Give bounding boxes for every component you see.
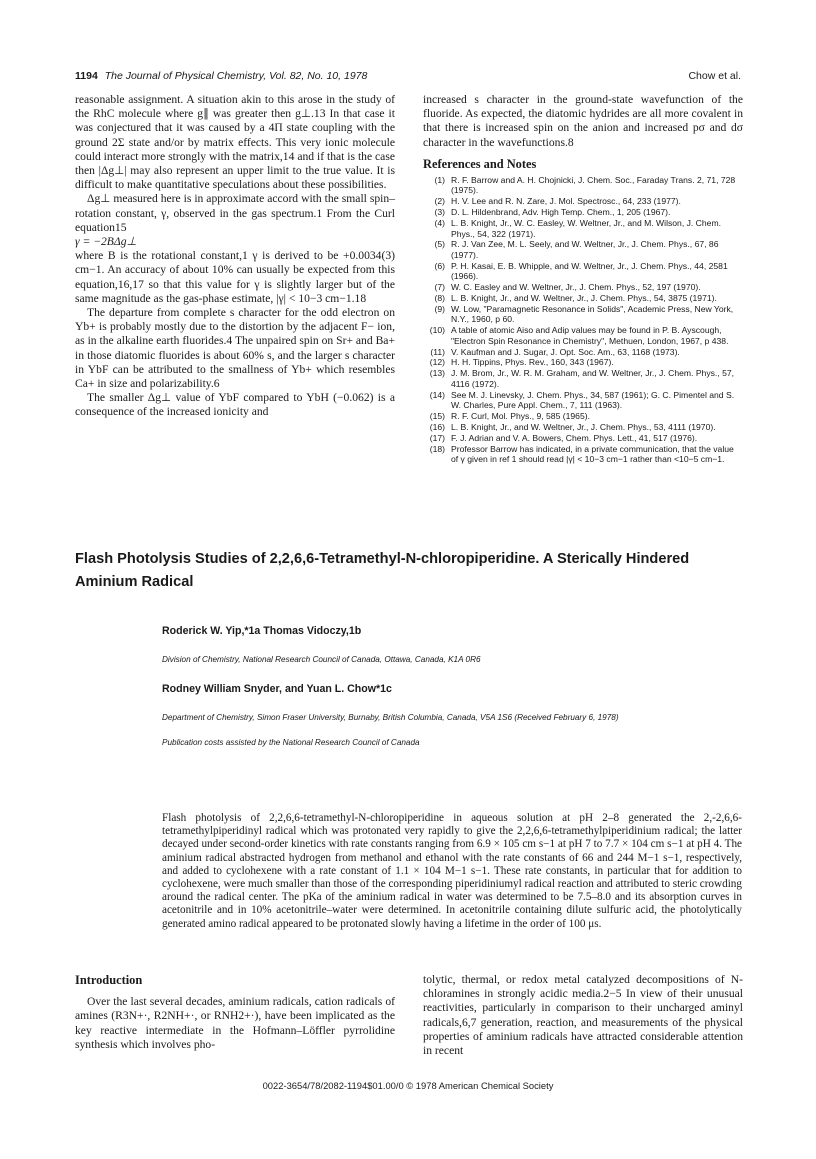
paragraph: Δg⊥ measured here is in approximate accord with the small spin–rotation constant, γ, observed in the gas spectrum.1 From the Curl equation15 [75, 192, 395, 234]
introduction-heading: Introduction [75, 973, 143, 987]
paragraph: where B is the rotational constant,1 γ is derived to be +0.0034(3) cm−1. An accuracy of about 10% can usually be expected from this equation,16,17 so that this value for γ is slightly larger but of the same magnitude as the gas-phase estimate, |γ| < 10−3 cm−1.18 [75, 249, 395, 305]
page-number: 1194 [75, 70, 98, 82]
paragraph: The smaller Δg⊥ value of YbF compared to YbH (−0.062) is a consequence of the increased ionicity and [75, 391, 395, 419]
reference-text: J. M. Brom, Jr., W. R. M. Graham, and W. Weltner, Jr., J. Chem. Phys., 57, 4116 (1972). [451, 368, 735, 389]
reference-text: Professor Barrow has indicated, in a private communication, that the value of γ given in ref 1 should read |γ| < 10−3 cm−1 rather than <10−5 cm−1. [451, 443, 734, 465]
intro-right-column [423, 973, 743, 1058]
reference-text: L. B. Knight, Jr., and W. Weltner, Jr., J. Chem. Phys., 53, 4111 (1970). [451, 421, 716, 432]
reference-number: (8) [434, 292, 445, 303]
reference-number: (5) [434, 239, 445, 250]
reference-text: See M. J. Linevsky, J. Chem. Phys., 34, 587 (1961); G. C. Pimentel and S. W. Charles, Pure Appl. Chem., 7, 111 (1963). [451, 389, 735, 411]
reference-item [423, 218, 743, 239]
reference-text: L. B. Knight, Jr., and W. Weltner, Jr., J. Chem. Phys., 54, 3875 (1971). [451, 292, 717, 303]
reference-text: R. F. Barrow and A. H. Chojnicki, J. Chem. Soc., Faraday Trans. 2, 71, 728 (1975). [451, 175, 736, 196]
author-line-1: Roderick W. Yip,*1a Thomas Vidoczy,1b [162, 625, 362, 637]
reference-item [423, 347, 743, 357]
intro-left-column [75, 973, 395, 1052]
paragraph: tolytic, thermal, or redox metal catalyzed decompositions of N-chloramines in strongly acidic media.2−5 In view of their unusual reactivities, particularly in comparison to their uncharged aminyl radicals,6,7 generation, reaction, and measurements of the physical properties of aminium radicals have attracted considerable attention in recent [423, 973, 743, 1058]
reference-number: (6) [434, 260, 445, 271]
reference-item [423, 444, 743, 465]
reference-item [423, 207, 743, 217]
reference-text: W. Low, "Paramagnetic Resonance in Solids", Academic Press, New York, N.Y., 1960, p 60. [451, 303, 734, 325]
reference-item [423, 239, 743, 260]
reference-item [423, 357, 743, 367]
reference-item [423, 422, 743, 432]
reference-text: R. F. Curl, Mol. Phys., 9, 585 (1965). [451, 410, 590, 421]
reference-text: P. H. Kasai, E. B. Whipple, and W. Weltner, Jr., J. Chem. Phys., 44, 2581 (1966). [451, 260, 728, 282]
copyright-footer: 0022-3654/78/2082-1194$01.00/0 © 1978 American Chemical Society [262, 1080, 554, 1091]
paragraph: Over the last several decades, aminium radicals, cation radicals of amines (R3N+·, R2NH+·, or RNH2+·), have been implicated as the key reactive intermediate in the Hofmann–Löffler pyrrolidine synthesis which involves pho- [75, 995, 395, 1051]
reference-item [423, 304, 743, 325]
reference-item [423, 325, 743, 346]
curl-equation: γ = −2BΔg⊥ [75, 235, 137, 249]
reference-number: (18) [429, 443, 445, 454]
reference-number: (16) [429, 421, 445, 432]
reference-text: H. H. Tippins, Phys. Rev., 160, 343 (1967). [451, 357, 614, 368]
reference-number: (9) [434, 303, 445, 314]
header-authors: Chow et al. [688, 70, 741, 82]
reference-item [423, 261, 743, 282]
reference-text: L. B. Knight, Jr., W. C. Easley, W. Weltner, Jr., and M. Wilson, J. Chem. Phys., 54, 322 (1971). [451, 218, 721, 239]
reference-item [423, 293, 743, 303]
reference-item [423, 411, 743, 421]
reference-item [423, 175, 743, 196]
reference-number: (2) [434, 196, 445, 207]
affiliation-1: Division of Chemistry, National Research Council of Canada, Ottawa, Canada, K1A 0R6 [162, 655, 481, 664]
reference-number: (3) [434, 207, 445, 218]
reference-text: D. L. Hildenbrand, Adv. High Temp. Chem., 1, 205 (1967). [451, 207, 671, 218]
publication-costs-note: Publication costs assisted by the National Research Council of Canada [162, 738, 420, 747]
reference-number: (1) [434, 175, 445, 186]
reference-item [423, 368, 743, 389]
reference-number: (7) [434, 282, 445, 293]
header-left [75, 70, 367, 82]
author-line-2: Rodney William Snyder, and Yuan L. Chow*1c [162, 683, 392, 695]
references-list [423, 175, 743, 464]
reference-text: F. J. Adrian and V. A. Bowers, Chem. Phys. Lett., 41, 517 (1976). [451, 432, 698, 443]
journal-citation: The Journal of Physical Chemistry, Vol. 82, No. 10, 1978 [104, 70, 368, 82]
reference-number: (12) [429, 357, 445, 368]
reference-text: R. J. Van Zee, M. L. Seely, and W. Weltner, Jr., J. Chem. Phys., 67, 86 (1977). [451, 239, 719, 260]
left-column [75, 93, 395, 420]
article-title: Flash Photolysis Studies of 2,2,6,6-Tetramethyl-N-chloropiperidine. A Sterically Hindered Aminium Radical [75, 551, 690, 590]
reference-item [423, 196, 743, 206]
reference-number: (17) [429, 432, 445, 443]
reference-item [423, 433, 743, 443]
paragraph: The departure from complete s character for the odd electron on Yb+ is probably mostly due to the distortion by the adjacent F− ion, as in the alkaline earth fluorides.4 The unpaired spin on Sr+ and Ba+ in those diatomic fluorides is about 60% s, and the larger s character in YbF can be attributed to the smallness of Yb+ which resembles Ca+ in size and polarizability.6 [75, 306, 395, 391]
reference-number: (15) [429, 410, 445, 421]
reference-item [423, 390, 743, 411]
reference-text: W. C. Easley and W. Weltner, Jr., J. Chem. Phys., 52, 197 (1970). [451, 282, 701, 293]
reference-number: (13) [429, 368, 445, 379]
reference-item [423, 282, 743, 292]
abstract: Flash photolysis of 2,2,6,6-tetramethyl-N-chloropiperidine in aqueous solution at pH 2–8 generated the 2,-2,6,6-tetramethylpiperidinyl radical which was protonated very rapidly to give the 2,2,6,6-tetramethylpiperidinium radical; the latter decayed under second-order kinetics with rate constants ranging from 6.9 × 105 cm s−1 at pH 7 to 7.7 × 104 cm s−1 at pH 4. The aminium radical abstracted hydrogen from methanol and ethanol with the rate constants of 66 and 244 M−1 s−1, respectively, and added to cyclohexene with a rate constant of 1.1 × 104 M−1 s−1. These rate constants, in particular that for addition to cyclohexene, were much smaller than those of the corresponding piperidiniumyl radical reaction and attributed to steric crowding around the radical center. The pKa of the aminium radical in water was determined to be 7.5–8.0 and its absorption curves in acetonitrile and in 10% acetonitrile–water were determined. In acetonitrile containing dilute sulfuric acid, the photolytically generated amino radical appeared to be protonated slowly having a lifetime in the order of 100 μs. [162, 812, 742, 930]
reference-number: (14) [429, 389, 445, 400]
running-header [75, 70, 741, 82]
reference-number: (4) [434, 218, 445, 229]
paragraph: reasonable assignment. A situation akin to this arose in the study of the RhC molecule where g∥ was greater then g⊥.13 In that case it was conjectured that it was caused by a 4Π state coupling with the ground 2Σ state and/or by matrix effects. This very ionic molecule could interact more strongly with the matrix,14 and if that is the case then |Δg⊥| may also represent an upper limit to the true value. It is difficult to make quantitative speculations about these possibilities. [75, 93, 395, 192]
references-heading: References and Notes [423, 156, 537, 171]
reference-text: V. Kaufman and J. Sugar, J. Opt. Soc. Am., 63, 1168 (1973). [451, 346, 680, 357]
paragraph: increased s character in the ground-state wavefunction of the fluoride. As expected, the diatomic hydrides are all more covalent in that there is increased spin on the anion and increased pσ and dσ character in the wavefunctions.8 [423, 93, 743, 149]
reference-number: (10) [429, 325, 445, 336]
reference-text: A table of atomic Aiso and Adip values may be found in P. B. Ayscough, "Electron Spin Resonance in Chemistry", Methuen, London, 1967, p 438. [451, 325, 729, 346]
reference-text: H. V. Lee and R. N. Zare, J. Mol. Spectrosc., 64, 233 (1977). [451, 196, 681, 207]
reference-number: (11) [430, 346, 445, 357]
right-column [423, 93, 743, 465]
affiliation-2: Department of Chemistry, Simon Fraser University, Burnaby, British Columbia, Canada, V5A 1S6 (Received February 6, 1978) [162, 713, 619, 722]
